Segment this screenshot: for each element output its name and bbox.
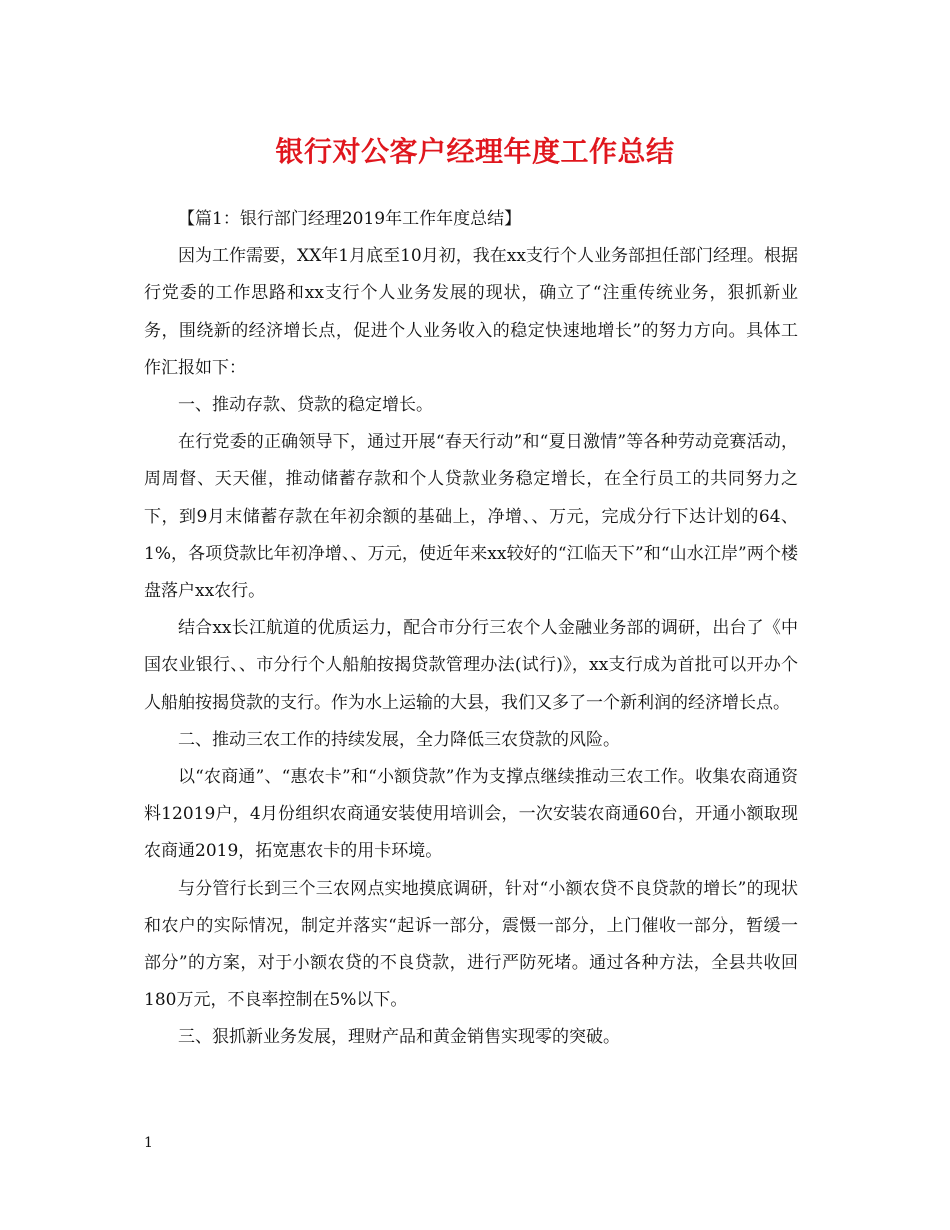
body-paragraph: 在行党委的正确领导下，通过开展“春天行动”和“夏日激情”等各种劳动竞赛活动，周周督、天天催，推动储蓄存款和个人贷款业务稳定增长，在全行员工的共同努力之下，到9月末储蓄存款在年初余额的基础上，净增、、万元，完成分行下达计划的64、1%，各项贷款比年初净增、、万元，使近年来xx较好的“江临天下”和“山水江岸”两个楼盘落户xx农行。	[144, 432, 798, 602]
body-paragraph: 以“农商通”、“惠农卡”和“小额贷款”作为支撑点继续推动三农工作。收集农商通资料12019户，4月份组织农商通安装使用培训会，一次安装农商通60台，开通小额取现农商通2019，拓宽惠农卡的用卡环境。	[144, 767, 798, 862]
subsection-heading: 一、推动存款、贷款的稳定增长。	[178, 395, 433, 416]
document-body	[144, 201, 798, 1057]
subsection-heading: 三、狠抓新业务发展，理财产品和黄金销售实现零的突破。	[178, 1027, 620, 1048]
section-heading: 【篇1：银行部门经理2019年工作年度总结】	[178, 209, 522, 229]
body-paragraph: 因为工作需要，XX年1月底至10月初，我在xx支行个人业务部担任部门经理。根据行党委的工作思路和xx支行个人业务发展的现状，确立了“注重传统业务，狠抓新业务，围绕新的经济增长点，促进个人业务收入的稳定快速地增长”的努力方向。具体工作汇报如下：	[144, 246, 798, 378]
document-title: 银行对公客户经理年度工作总结	[275, 135, 675, 168]
subsection-heading: 二、推动三农工作的持续发展，全力降低三农贷款的风险。	[178, 729, 620, 750]
body-paragraph: 与分管行长到三个三农网点实地摸底调研，针对“小额农贷不良贷款的增长”的现状和农户的实际情况，制定并落实“起诉一部分，震慑一部分，上门催收一部分，暂缓一部分”的方案，对于小额农贷的不良贷款，进行严防死堵。通过各种方法，全县共收回180万元，不良率控制在5%以下。	[144, 878, 798, 1011]
body-paragraph: 结合xx长江航道的优质运力，配合市分行三农个人金融业务部的调研，出台了《中国农业银行、、市分行个人船舶按揭贷款管理办法(试行)》，xx支行成为首批可以开办个人船舶按揭贷款的支行。作为水上运输的大县，我们又多了一个新利润的经济增长点。	[144, 618, 798, 713]
page-number: 1	[144, 1135, 153, 1151]
